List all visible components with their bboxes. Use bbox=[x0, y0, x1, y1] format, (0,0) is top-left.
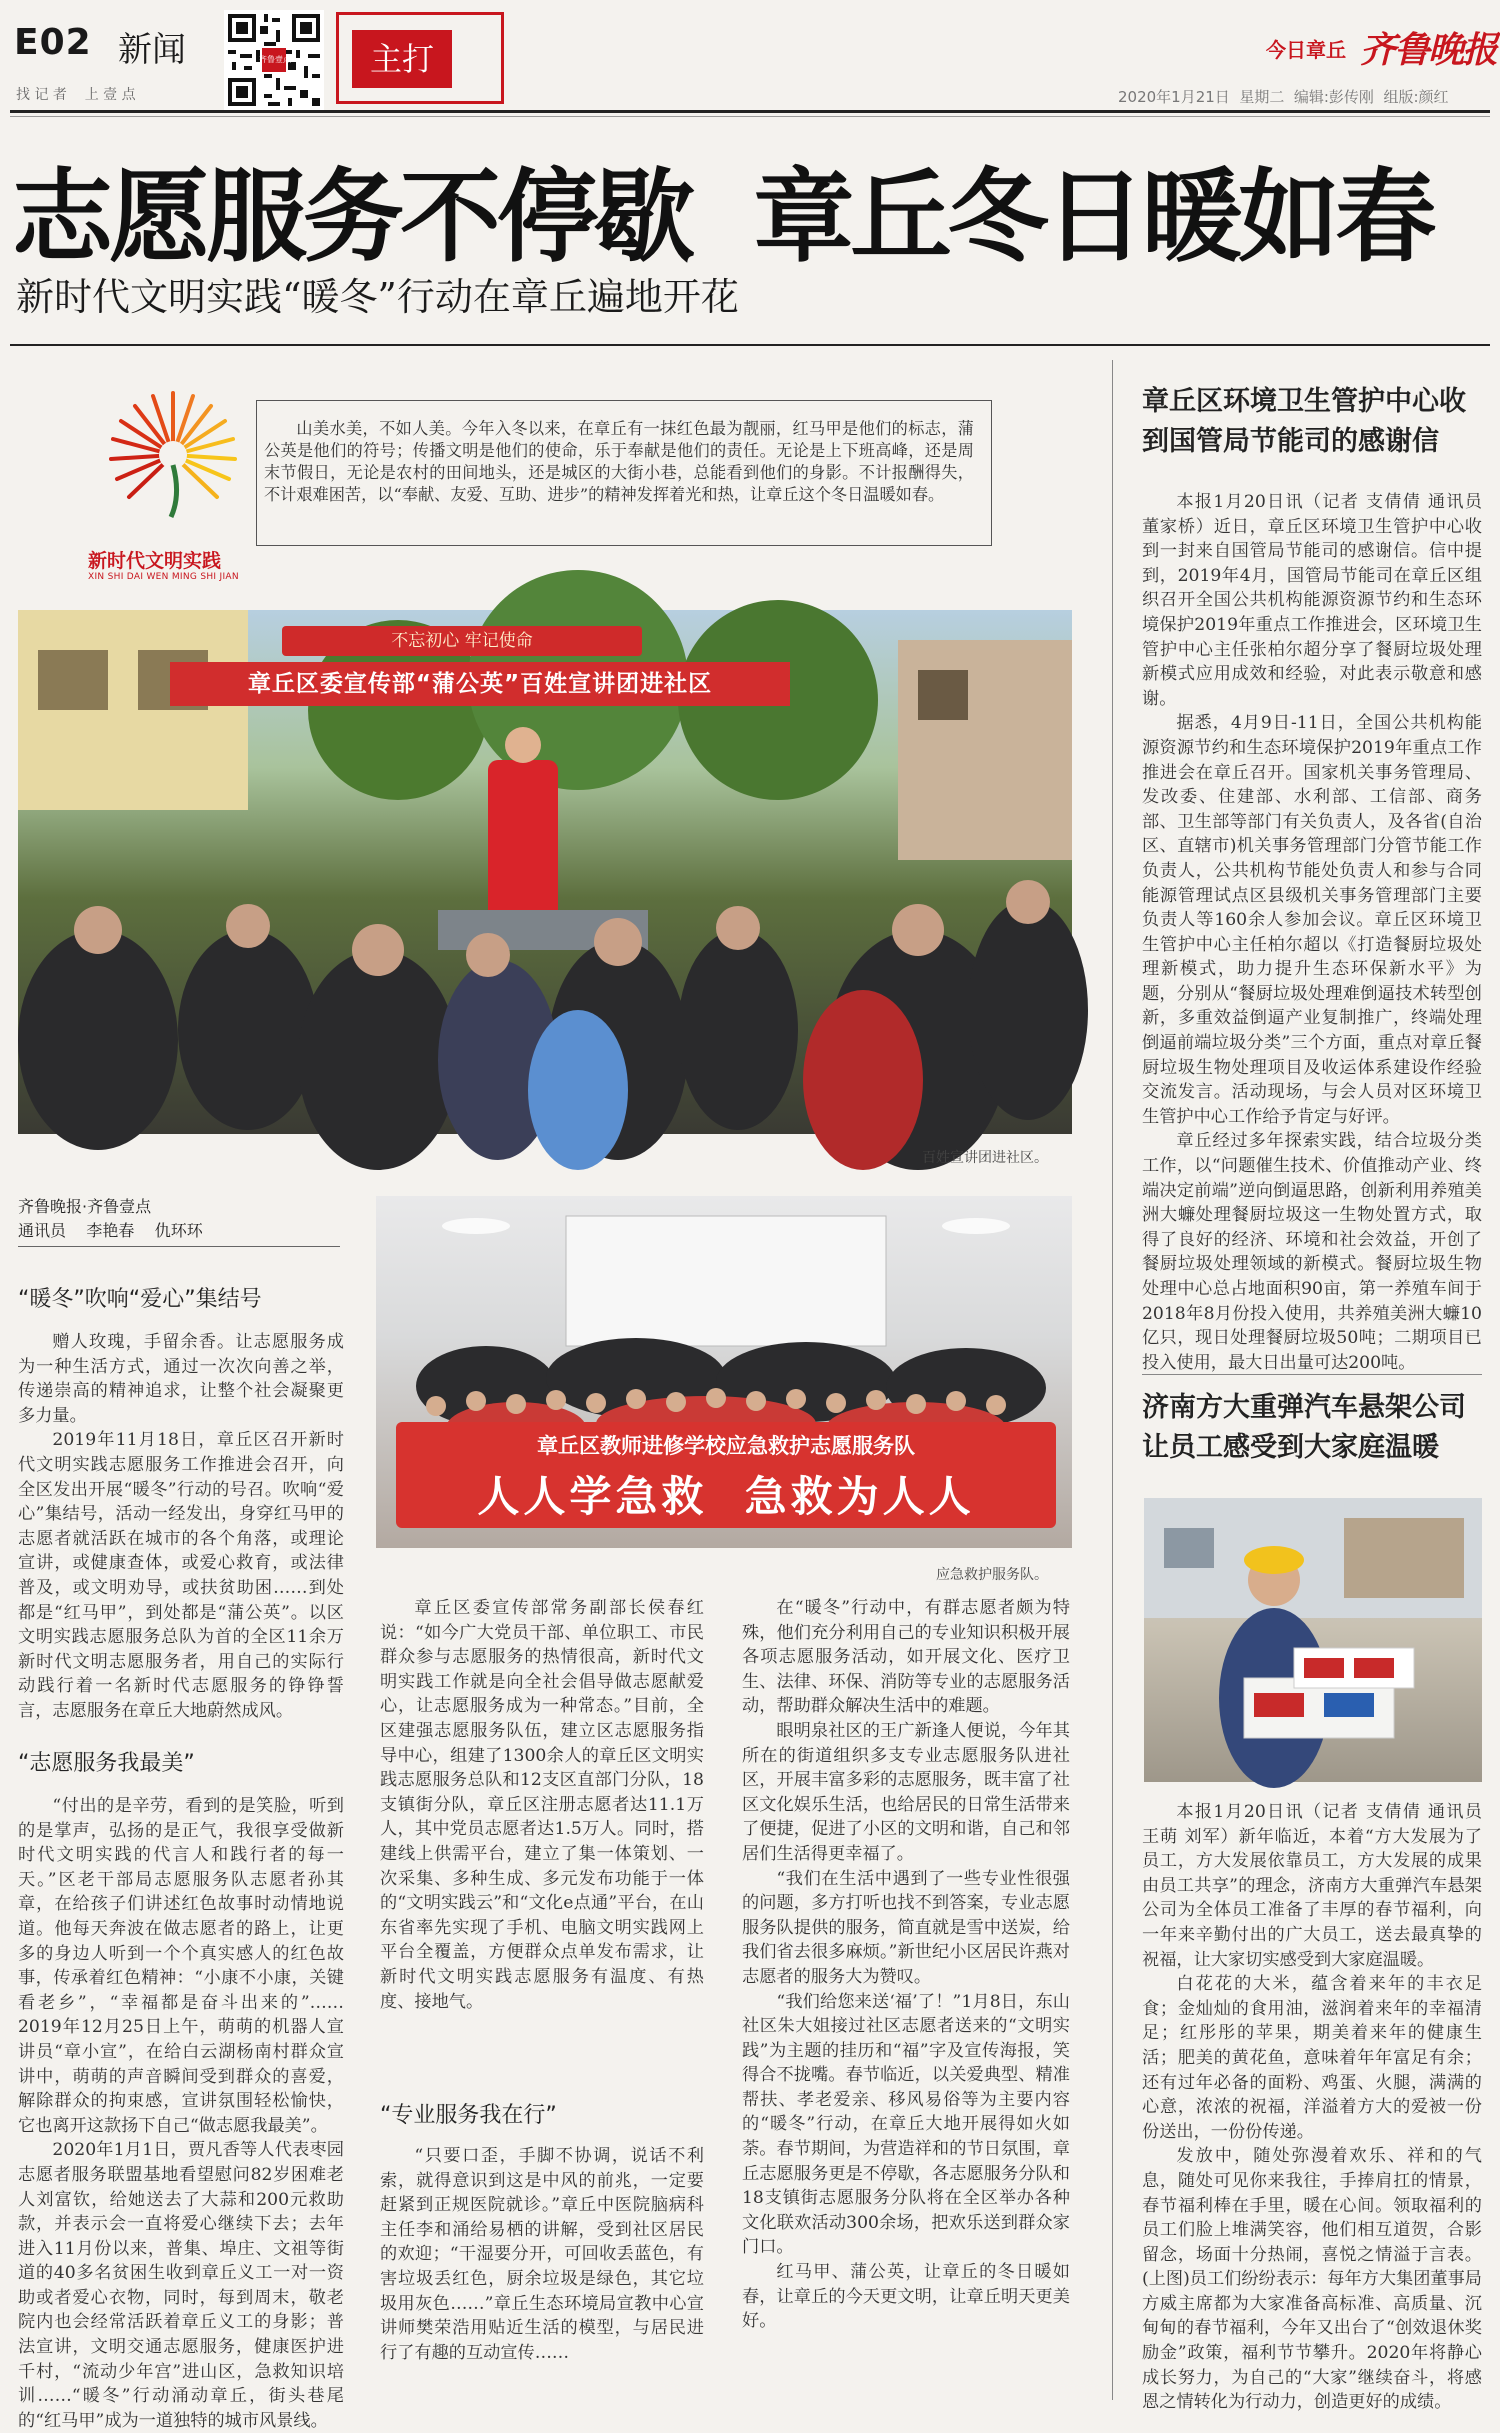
civilization-logo bbox=[88, 370, 258, 540]
s1-paragraph-2: 2019年11月18日，章丘区召开新时代文明实践志愿服务工作推进会召开，向全区发出开展“暖冬”行动的号召。吹响“爱心”集结号，活动一经发出，身穿红马甲的志愿者就活跃在城市的各个角落，或理论宣讲，或健康查体，或爱心救育，或法律普及，或文明劝导，或扶贫助困……到处都是“红马甲”，到处都是“蒲公英”。以区文明实践志愿服务总队为首的全区11余万新时代文明志愿服务者，用自己的实际行动践行着一名新时代志愿服务的铮铮誓言，志愿服务在章丘大地蔚然成风。 bbox=[18, 1430, 344, 1721]
sidebar-story1-title: 章丘区环境卫生管护中心收到国管局节能司的感谢信 bbox=[1142, 386, 1466, 457]
photo2-banner-top: 章丘区教师进修学校应急救护志愿服务队 bbox=[537, 1434, 915, 1458]
s3-paragraph-6: 红马甲、蒲公英，让章丘的冬日暖如春，让章丘的今天更文明，让章丘明天更美好。 bbox=[742, 2262, 1070, 2332]
photo1-banner-top: 不忘初心 牢记使命 bbox=[282, 626, 642, 656]
s3-paragraph-4: “我们在生活中遇到了一些专业性很强的问题，多方打听也找不到答案，专业志愿服务队提供的服务，简直就是雪中送炭，给我们省去很多麻烦。”新世纪小区居民许燕对志愿者的服务大为赞叹。 bbox=[742, 1868, 1070, 1987]
dandelion-icon bbox=[88, 370, 258, 540]
headline-rule bbox=[10, 344, 1490, 346]
masthead-rule bbox=[10, 110, 1490, 113]
section-name: 新闻 bbox=[118, 30, 186, 70]
side2-paragraph-3: 发放中，随处弥漫着欢乐、祥和的气息，随处可见你来我往，手捧肩扛的情景，春节福利棒在手里，暖在心间。领取福利的员工们脸上堆满笑容，他们相互道贺，合影留念，场面十分热闹，喜悦之情溢于言表。(上图)员工们纷纷表示：每年方大集团董事局方威主席都为大家准备高标准、高质量、沉甸甸的春节福利，今年又出台了“创效退休奖励金”政策，福利节节攀升。2020年将静心成长努力，为自己的“大家”继续奋斗，将感恩之情转化为行动力，创造更好的成绩。 bbox=[1142, 2146, 1482, 2413]
sidebar-divider bbox=[1112, 360, 1113, 2400]
masthead-rule-thin bbox=[10, 116, 1490, 117]
side2-paragraph-1: 本报1月20日讯（记者 支倩倩 通讯员 王萌 刘军）新年临近，本着“方大发展为了员工，方大发展依靠员工，方大发展的成果由员工共享”的理念，济南方大重弹汽车悬架公司为全体员工准备了丰厚的春节福利，向一年来辛勤付出的广大员工，送去最真挚的祝福，让大家切实感受到大家庭温暖。 bbox=[1142, 1802, 1482, 1970]
byline-rule bbox=[18, 1246, 340, 1247]
sidebar-story-rule bbox=[1142, 1374, 1482, 1375]
s3-paragraph-2: 在“暖冬”行动中，有群志愿者颇为特殊，他们充分利用自己的专业知识积极开展各项志愿服务活动，如开展文化、医疗卫生、法律、环保、消防等专业的志愿服务活动，帮助群众解决生活中的难题。 bbox=[742, 1598, 1070, 1717]
qr-label: 齐鲁壹点 bbox=[259, 55, 291, 64]
paper-logo: 齐鲁晚报 bbox=[1360, 29, 1497, 71]
column-1-top bbox=[18, 1330, 344, 1724]
section2-title: “志愿服务我最美” bbox=[18, 1751, 195, 1776]
column-1-bottom bbox=[18, 1794, 344, 2431]
worker-photo-illustration bbox=[1144, 1498, 1482, 1782]
byline-source: 齐鲁晚报·齐鲁壹点 bbox=[18, 1197, 152, 1216]
lead-text: 山美水美，不如人美。今年入冬以来，在章丘有一抹红色最为靓丽，红马甲是他们的标志，蒲公英是他们的符号；传播文明是他们的使命，乐于奉献是他们的责任。无论是上下班高峰，还是周末节假日，无论是农村的田间地头，还是城区的大街小巷，总能看到他们的身影。不计报酬得失，不计艰难困苦，以“奉献、友爱、互助、进步”的精神发挥着光和热，让章丘这个冬日温暖如春。 bbox=[264, 419, 974, 504]
column-2 bbox=[380, 1596, 704, 2014]
photo1-caption: 百姓宣讲团进社区。 bbox=[922, 1150, 1048, 1166]
masthead-slogan: 找 记 者 上 壹 点 bbox=[16, 87, 136, 103]
s3-paragraph-3: 眼明泉社区的王广新逢人便说，今年其所在的街道组织多支专业志愿服务队进社区，开展丰富多彩的志愿服务，既丰富了社区文化娱乐生活，也给居民的日常生活带来了便捷，促进了小区的文明和谐，自己和邻居们生活得更幸福了。 bbox=[742, 1720, 1070, 1864]
s3-paragraph-1: “只要口歪，手脚不协调，说话不利索，就得意识到这是中风的前兆，一定要赶紧到正规医院就诊。”章丘中医院脑病科主任李和涌给易栖的讲解，受到社区居民的欢迎；“干湿要分开，可回收丢蓝色，有害垃圾丢红色，厨余垃圾是绿色，其它垃圾用灰色……”章丘生态环境局宣教中心宣讲师樊荣浩用贴近生活的模型，与居民进行了有趣的互动宣传…… bbox=[380, 2146, 704, 2363]
logo-pinyin: XIN SHI DAI WEN MING SHI JIAN bbox=[88, 572, 239, 582]
s2-paragraph-1: “付出的是辛劳，看到的是笑脸，听到的是掌声，弘扬的是正气，我很享受做新时代文明实践的代言人和践行者的每一天。”区老干部局志愿服务队志愿者孙其章，在给孩子们讲述红色故事时动情地说道。他每天奔波在做志愿者的路上，让更多的身边人听到一个个真实感人的红色故事，传承着红色精神：“小康不小康，关键看老乡”，“幸福都是奋斗出来的”……2019年12月25日上午，萌萌的机器人宣讲员“章小宣”，在给白云湖杨南村群众宣讲中，萌萌的声音瞬间受到群众的喜爱，解除群众的拘束感，宣讲氛围轻松愉快，它也离开这款扬下自己“做志愿我最美”。 bbox=[18, 1796, 344, 2136]
column-2-bottom bbox=[380, 2144, 704, 2394]
photo-community-lecture bbox=[18, 610, 1072, 1134]
logo-text: 新时代文明实践 bbox=[88, 550, 222, 572]
side1-paragraph-2: 据悉，4月9日-11日，全国公共机构能源资源节约和生态环境保护2019年重点工作推进会在章丘召开。国家机关事务管理局、发改委、住建部、水利部、工信部、商务部、卫生部等部门有关负责人，及各省(自治区、直辖市)机关事务管理部门分管节能工作负责人，公共机构节能处负责人和参与合同能源管理试点区县级机关事务管理部门主要负责人等160余人参加会议。章丘区环境卫生管护中心主任柏尔超以《打造餐厨垃圾处理新模式，助力提升生态环保新水平》为题，分别从“餐厨垃圾处理难倒逼技术转型创新，多重效益倒逼产业复制推广，终端处理倒逼前端垃圾分类”三个方面，重点对章丘餐厨垃圾生物处理项目及收运体系建设作经验交流发言。活动现场，与会人员对区环境卫生管护中心工作给予肯定与好评。 bbox=[1142, 713, 1482, 1127]
photo1-banner: 章丘区委宣传部“蒲公英”百姓宣讲团进社区 bbox=[170, 662, 790, 706]
sidebar-story1-body bbox=[1142, 490, 1482, 1373]
section3-title: “专业服务我在行” bbox=[380, 2103, 557, 2128]
sidebar-story2-title: 济南方大重弹汽车悬架公司让员工感受到大家庭温暖 bbox=[1142, 1392, 1466, 1463]
photo-worker-gifts bbox=[1144, 1498, 1482, 1782]
photo2-caption: 应急救护服务队。 bbox=[936, 1567, 1048, 1583]
page-code: E02 bbox=[14, 22, 92, 63]
main-headline: 志愿服务不停歇 章丘冬日暖如春 bbox=[12, 158, 1433, 276]
sidebar-story2-body bbox=[1142, 1800, 1482, 2413]
side1-paragraph-1: 本报1月20日讯（记者 支倩倩 通讯员 董家桥）近日，章丘区环境卫生管护中心收到一封来自国管局节能司的感谢信。信中提到，2019年4月，国管局节能司在章丘区组织召开全国公共机构能源资源节约和生态环境保护2019年重点工作推进会，区环境卫生管护中心主任张柏尔超分享了餐厨垃圾处理新模式应用成效和经验，对此表示敬意和感谢。 bbox=[1142, 492, 1482, 709]
lead-paragraph bbox=[264, 418, 974, 506]
sub-headline: 新时代文明实践“暖冬”行动在章丘遍地开花 bbox=[16, 275, 739, 319]
s3-paragraph-5: “我们给您来送‘福’了！”1月8日，东山社区朱大姐接过社区志愿者送来的“文明实践”为主题的挂历和“福”字及宣传海报，笑得合不拢嘴。春节临近，以关爱典型、精准帮扶、孝老爱亲、移风易俗等为主要内容的“暖冬”行动，在章丘大地开展得如火如荼。春节期间，为营造祥和的节日氛围，章丘志愿服务更是不停歇，各志愿服务分队和18支镇街志愿服务分队将在全区举办各种文化联欢活动300余场，把欢乐送到群众家门口。 bbox=[742, 1991, 1070, 2258]
date-line: 2020年1月21日 星期二 编辑:彭传刚 组版:颜红 bbox=[1118, 88, 1449, 106]
s2-paragraph-2: 2020年1月1日，贾凡香等人代表枣园志愿者服务联盟基地看望慰问82岁困难老人刘富钦，给她送去了大蒜和200元救助款，并表示会一直将爱心继续下去；去年进入11月份以来，普集、埠庄、文祖等街道的40多名贫困生收到章丘义工一对一资助或者爱心衣物，同时，每到周末，敬老院内也会经常活跃着章丘义工的身影；普法宣讲，文明交通志愿服务，健康医护进千村，“流动少年宫”进山区，急救知识培训……“暖冬”行动涌动章丘，街头巷尾的“红马甲”成为一道独特的城市风景线。 bbox=[18, 2140, 344, 2431]
s2-paragraph-3: 章丘区委宣传部常务副部长侯春红说：“如今广大党员干部、单位职工、市民群众参与志愿服务的热情很高，新时代文明实践工作就是向全社会倡导做志愿献爱心，让志愿服务成为一种常态。”目前，全区建强志愿服务队伍，建立区志愿服务指导中心，组建了1300余人的章丘区文明实践志愿服务总队和12支区直部门分队，18支镇街分队，章丘区注册志愿者达11.1万人，其中党员志愿者达1.5万人。同时，搭建线上供需平台，建立了集一体策划、一次采集、多种生成、多元发布功能于一体的“文明实践云”和“文化e点通”平台，在山东省率先实现了手机、电脑文明实践网上平台全覆盖，方便群众点单发布需求，让新时代文明实践志愿服务有温度、有热度、接地气。 bbox=[380, 1598, 704, 2012]
feature-tag: 主打 bbox=[352, 30, 452, 88]
photo-first-aid-team bbox=[376, 1196, 1072, 1548]
region-label: 今日章丘 bbox=[1266, 38, 1346, 62]
byline-reporters: 通讯员 李艳春 仇环环 bbox=[18, 1221, 203, 1240]
side1-paragraph-3: 章丘经过多年探索实践，结合垃圾分类工作，以“问题催生技术、价值推动产业、终端决定前端”逆向倒逼思路，创新利用养殖美洲大蠊处理餐厨垃圾这一生物处置方式，取得了良好的经济、环境和社会效益，开创了餐厨垃圾处理领域的新模式。餐厨垃圾生物处理中心总占地面积90亩，第一养殖车间于2018年8月份投入使用，共养殖美洲大蠊10亿只，现日处理餐厨垃圾50吨；二期项目已投入使用，最大日出量可达200吨。 bbox=[1142, 1131, 1482, 1373]
side2-paragraph-2: 白花花的大米，蕴含着来年的丰衣足食；金灿灿的食用油，滋润着来年的幸福清足；红彤彤的苹果，期美着来年的健康生活；肥美的黄花鱼，意味着年年富足有余；还有过年必备的面粉、鸡蛋、火腿，满满的心意，浓浓的祝福，洋溢着方大的爱被一份份送出，一份份传递。 bbox=[1142, 1974, 1482, 2142]
s1-paragraph-1: 赠人玫瑰，手留余香。让志愿服务成为一种生活方式，通过一次次向善之举，传递崇高的精神追求，让整个社会凝聚更多力量。 bbox=[18, 1332, 344, 1426]
photo2-banner: 人人学急救 急救为人人 bbox=[477, 1472, 975, 1521]
section1-title: “暖冬”吹响“爱心”集结号 bbox=[18, 1287, 262, 1312]
column-3 bbox=[742, 1596, 1070, 2396]
qr-code[interactable] bbox=[224, 10, 324, 110]
